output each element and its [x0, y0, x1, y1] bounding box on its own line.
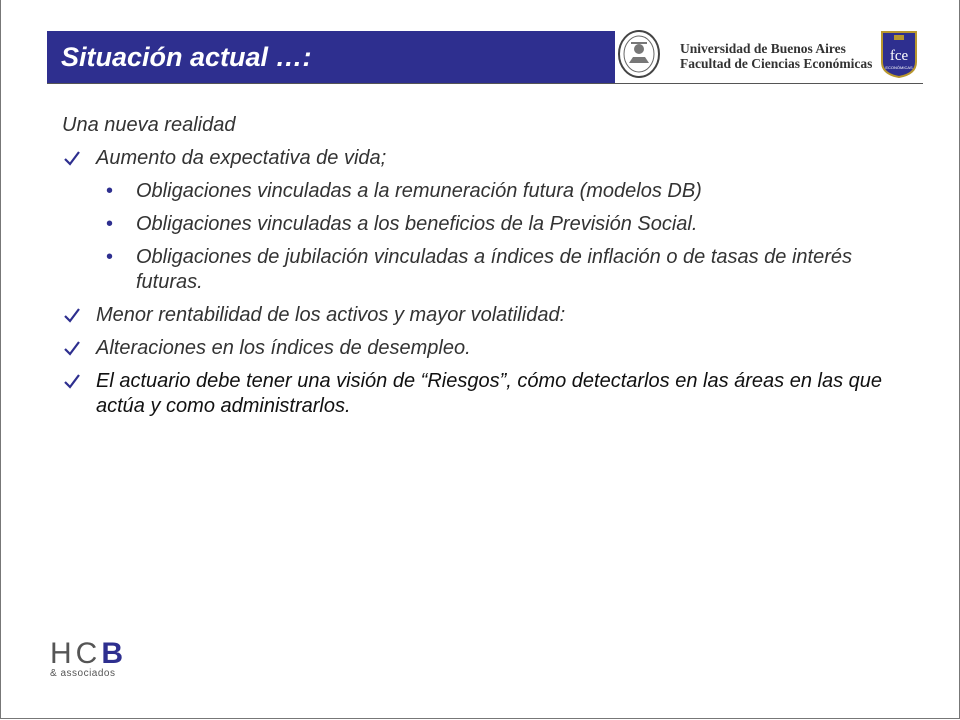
- check-item-4-text: El actuario debe tener una visión de “Riesgos”, cómo detectarlos en las áreas en las que actúa y como administrarlos.: [96, 370, 883, 417]
- intro-line: Una nueva realidad: [62, 114, 236, 136]
- bullet-item-2: [62, 212, 912, 237]
- checkmark-icon: [62, 371, 82, 391]
- institution-line-1: Universidad de Buenos Aires: [680, 41, 846, 56]
- institution-name: [680, 41, 872, 71]
- slide-body: [62, 113, 912, 427]
- bullet-dot-icon: •: [106, 246, 114, 268]
- header-divider: [47, 83, 923, 84]
- bullet-dot-icon: •: [106, 213, 114, 235]
- check-item-2: [62, 303, 912, 328]
- bullet-dot-icon: •: [106, 180, 114, 202]
- bullet-item-2-text: Obligaciones vinculadas a los beneficios de la Previsión Social.: [136, 213, 698, 235]
- hcb-logo-hc: HC: [50, 637, 102, 670]
- check-item-1-text: Aumento da expectativa de vida;: [96, 147, 387, 169]
- slide-title: Situación actual …:: [47, 31, 615, 83]
- checkmark-icon: [62, 305, 82, 325]
- bullet-item-1: [62, 179, 912, 204]
- hcb-logo: [50, 637, 128, 679]
- hcb-logo-subtitle: & associados: [50, 668, 116, 679]
- check-item-3: [62, 336, 912, 361]
- check-item-4: [62, 369, 912, 419]
- check-item-2-text: Menor rentabilidad de los activos y mayor volatilidad:: [96, 304, 566, 326]
- fce-logo-subtext: ECONÓMICAS: [885, 65, 913, 70]
- fce-logo-icon: [880, 30, 918, 78]
- uba-seal-icon: [617, 29, 661, 79]
- bullet-item-3-text: Obligaciones de jubilación vinculadas a índices de inflación o de tasas de interés futuras.: [136, 246, 853, 293]
- fce-logo-text: fce: [889, 48, 909, 64]
- bullet-item-1-text: Obligaciones vinculadas a la remuneración futura (modelos DB): [136, 180, 702, 202]
- check-item-3-text: Alteraciones en los índices de desempleo.: [96, 337, 471, 359]
- checkmark-icon: [62, 148, 82, 168]
- checkmark-icon: [62, 338, 82, 358]
- hcb-logo-b: B: [101, 637, 128, 670]
- institution-line-2: Facultad de Ciencias Económicas: [680, 56, 873, 71]
- bullet-item-3: [62, 245, 912, 295]
- check-item-1: [62, 146, 912, 171]
